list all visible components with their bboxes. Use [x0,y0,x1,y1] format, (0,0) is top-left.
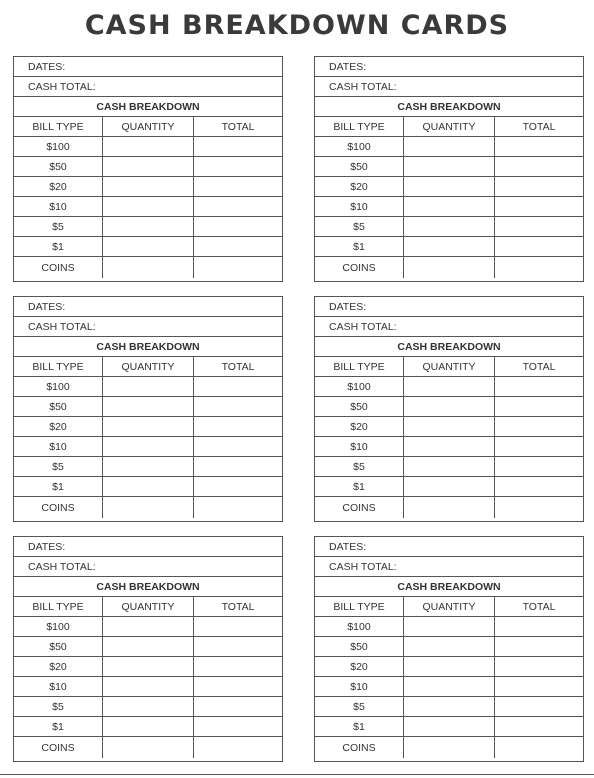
cash-card [13,536,283,762]
bill-row [14,377,282,397]
total-cell[interactable] [194,217,282,236]
column-header: QUANTITY [103,117,194,136]
bill-type-cell: $5 [14,457,103,476]
bill-type-cell: $100 [315,377,404,396]
quantity-cell[interactable] [404,217,495,236]
cash-total-row [14,317,282,337]
quantity-cell[interactable] [404,637,495,656]
column-header: TOTAL [522,120,556,133]
quantity-cell[interactable] [404,657,495,676]
total-cell[interactable] [194,637,282,656]
total-cell[interactable] [194,457,282,476]
quantity-cell[interactable] [103,157,194,176]
quantity-cell[interactable] [404,397,495,416]
total-cell[interactable] [495,417,583,436]
bill-row [14,677,282,697]
total-cell[interactable] [495,377,583,396]
total-cell[interactable] [194,257,282,278]
bill-row [14,637,282,657]
bill-row [315,197,583,217]
bill-type-cell: $50 [315,157,404,176]
bill-row [14,217,282,237]
column-header: TOTAL [221,120,255,133]
total-cell[interactable] [495,437,583,456]
breakdown-title-row [315,577,583,597]
quantity-cell[interactable] [404,437,495,456]
bill-type-cell: $1 [14,717,103,736]
quantity-cell[interactable] [404,617,495,636]
total-cell[interactable] [194,497,282,518]
quantity-cell[interactable] [404,497,495,518]
bill-type-cell: COINS [14,497,103,518]
bill-type-cell: $10 [14,677,103,696]
bottom-rule [0,774,594,775]
bill-type-cell: $5 [14,697,103,716]
bill-type-cell: $20 [315,657,404,676]
quantity-cell[interactable] [103,677,194,696]
quantity-cell[interactable] [103,417,194,436]
dates-label: DATES: [329,300,367,313]
quantity-cell[interactable] [103,397,194,416]
bill-row [315,477,583,497]
bill-row [14,737,282,758]
dates-row [315,57,583,77]
cash-total-row [315,77,583,97]
total-cell[interactable] [495,637,583,656]
bill-row [14,157,282,177]
bill-row [315,217,583,237]
cash-total-label: CASH TOTAL: [329,80,397,93]
bill-type-cell: $50 [315,397,404,416]
total-cell[interactable] [194,157,282,176]
bill-row [315,697,583,717]
column-header: BILL TYPE [315,597,404,616]
breakdown-title-row [315,337,583,357]
total-cell[interactable] [194,697,282,716]
total-cell[interactable] [495,497,583,518]
cash-total-label: CASH TOTAL: [28,560,96,573]
total-cell[interactable] [194,717,282,736]
bill-row [315,417,583,437]
cash-card [314,56,584,282]
dates-label: DATES: [28,540,66,553]
bill-type-cell: $100 [315,137,404,156]
column-header: BILL TYPE [315,357,404,376]
quantity-cell[interactable] [404,677,495,696]
total-cell[interactable] [495,137,583,156]
bill-type-cell: $10 [14,437,103,456]
total-cell[interactable] [194,177,282,196]
quantity-cell[interactable] [404,737,495,758]
total-cell[interactable] [495,617,583,636]
bill-type-cell: $100 [315,617,404,636]
bill-row [14,177,282,197]
bill-type-cell: $50 [315,637,404,656]
total-cell[interactable] [495,397,583,416]
quantity-cell[interactable] [404,257,495,278]
quantity-cell[interactable] [103,197,194,216]
cash-card [13,296,283,522]
bill-row [14,437,282,457]
bill-row [14,397,282,417]
bill-type-cell: $1 [315,477,404,496]
bill-type-cell: $1 [315,237,404,256]
cash-card [13,56,283,282]
total-cell[interactable] [495,457,583,476]
total-cell[interactable] [495,717,583,736]
bill-type-cell: $10 [315,677,404,696]
dates-row [315,297,583,317]
breakdown-title: CASH BREAKDOWN [96,100,200,113]
total-cell[interactable] [495,217,583,236]
total-cell[interactable] [495,657,583,676]
quantity-cell[interactable] [404,457,495,476]
bill-type-cell: $100 [14,377,103,396]
quantity-cell[interactable] [103,217,194,236]
bill-type-cell: $50 [14,637,103,656]
bill-row [14,617,282,637]
total-cell[interactable] [194,737,282,758]
quantity-cell[interactable] [404,157,495,176]
quantity-cell[interactable] [404,237,495,256]
bill-row [14,257,282,278]
column-header: BILL TYPE [14,117,103,136]
total-cell[interactable] [194,477,282,496]
column-header-row [14,597,282,617]
bill-type-cell: $20 [14,417,103,436]
total-cell[interactable] [194,437,282,456]
bill-type-cell: $1 [14,237,103,256]
cash-total-label: CASH TOTAL: [28,80,96,93]
bill-row [14,197,282,217]
column-header: TOTAL [522,360,556,373]
total-cell[interactable] [495,737,583,758]
bill-row [315,257,583,278]
bill-row [315,657,583,677]
total-cell[interactable] [495,177,583,196]
bill-row [315,717,583,737]
bill-row [315,637,583,657]
quantity-cell[interactable] [103,497,194,518]
quantity-cell[interactable] [404,717,495,736]
bill-row [315,497,583,518]
bill-row [315,137,583,157]
total-cell[interactable] [495,477,583,496]
bill-row [14,137,282,157]
dates-row [14,57,282,77]
bill-type-cell: COINS [315,737,404,758]
bill-row [315,677,583,697]
cash-total-row [315,557,583,577]
bill-type-cell: $10 [315,437,404,456]
bill-row [315,237,583,257]
dates-label: DATES: [329,540,367,553]
bill-type-cell: $50 [14,397,103,416]
dates-label: DATES: [329,60,367,73]
quantity-cell[interactable] [103,717,194,736]
breakdown-title: CASH BREAKDOWN [397,580,501,593]
total-cell[interactable] [194,137,282,156]
total-cell[interactable] [194,417,282,436]
column-header-row [14,117,282,137]
total-cell[interactable] [495,197,583,216]
bill-type-cell: $1 [315,717,404,736]
quantity-cell[interactable] [103,237,194,256]
column-header: BILL TYPE [14,597,103,616]
total-cell[interactable] [194,617,282,636]
bill-row [14,657,282,677]
breakdown-title-row [14,97,282,117]
breakdown-title: CASH BREAKDOWN [397,340,501,353]
dates-row [14,537,282,557]
bill-row [14,237,282,257]
total-cell[interactable] [495,237,583,256]
cash-total-label: CASH TOTAL: [28,320,96,333]
quantity-cell[interactable] [103,637,194,656]
bill-row [315,397,583,417]
bill-type-cell: COINS [315,497,404,518]
quantity-cell[interactable] [404,477,495,496]
quantity-cell[interactable] [103,457,194,476]
quantity-cell[interactable] [404,197,495,216]
bill-row [14,497,282,518]
column-header-row [315,597,583,617]
column-header: QUANTITY [404,357,495,376]
bill-type-cell: $20 [14,177,103,196]
breakdown-title: CASH BREAKDOWN [96,340,200,353]
column-header: BILL TYPE [315,117,404,136]
bill-type-cell: $50 [14,157,103,176]
quantity-cell[interactable] [404,377,495,396]
column-header: QUANTITY [103,357,194,376]
breakdown-title-row [315,97,583,117]
total-cell[interactable] [194,197,282,216]
dates-label: DATES: [28,60,66,73]
bill-type-cell: COINS [315,257,404,278]
page-title: CASH BREAKDOWN CARDS [84,10,510,41]
bill-row [14,457,282,477]
quantity-cell[interactable] [103,177,194,196]
total-cell[interactable] [194,237,282,256]
column-header: TOTAL [221,600,255,613]
bill-type-cell: $10 [315,197,404,216]
total-cell[interactable] [495,257,583,278]
bill-row [315,177,583,197]
column-header-row [315,117,583,137]
quantity-cell[interactable] [103,437,194,456]
column-header: BILL TYPE [14,357,103,376]
bill-type-cell: COINS [14,737,103,758]
total-cell[interactable] [194,677,282,696]
quantity-cell[interactable] [404,177,495,196]
quantity-cell[interactable] [103,477,194,496]
cash-total-label: CASH TOTAL: [329,560,397,573]
cash-card [314,296,584,522]
breakdown-title: CASH BREAKDOWN [397,100,501,113]
quantity-cell[interactable] [103,697,194,716]
quantity-cell[interactable] [404,137,495,156]
quantity-cell[interactable] [103,137,194,156]
cash-total-row [14,557,282,577]
column-header-row [14,357,282,377]
total-cell[interactable] [495,697,583,716]
bill-type-cell: COINS [14,257,103,278]
quantity-cell[interactable] [103,737,194,758]
bill-row [14,417,282,437]
total-cell[interactable] [194,377,282,396]
bill-type-cell: $1 [14,477,103,496]
quantity-cell[interactable] [404,697,495,716]
total-cell[interactable] [495,677,583,696]
column-header: QUANTITY [404,597,495,616]
cash-total-row [315,317,583,337]
bill-type-cell: $5 [315,697,404,716]
bill-row [14,477,282,497]
bill-type-cell: $5 [14,217,103,236]
bill-row [315,157,583,177]
bill-type-cell: $20 [315,177,404,196]
bill-type-cell: $20 [315,417,404,436]
column-header: QUANTITY [103,597,194,616]
bill-type-cell: $100 [14,617,103,636]
bill-row [14,697,282,717]
cash-card [314,536,584,762]
cash-total-label: CASH TOTAL: [329,320,397,333]
bill-type-cell: $20 [14,657,103,676]
breakdown-title: CASH BREAKDOWN [96,580,200,593]
dates-row [315,537,583,557]
column-header: QUANTITY [404,117,495,136]
bill-type-cell: $5 [315,217,404,236]
bill-row [315,437,583,457]
quantity-cell[interactable] [103,657,194,676]
bill-row [14,717,282,737]
bill-type-cell: $10 [14,197,103,216]
quantity-cell[interactable] [103,257,194,278]
total-cell[interactable] [194,397,282,416]
total-cell[interactable] [194,657,282,676]
breakdown-title-row [14,577,282,597]
cash-total-row [14,77,282,97]
bill-row [315,617,583,637]
bill-type-cell: $5 [315,457,404,476]
quantity-cell[interactable] [103,617,194,636]
bill-row [315,737,583,758]
quantity-cell[interactable] [103,377,194,396]
quantity-cell[interactable] [404,417,495,436]
dates-label: DATES: [28,300,66,313]
column-header: TOTAL [221,360,255,373]
dates-row [14,297,282,317]
column-header-row [315,357,583,377]
bill-row [315,377,583,397]
total-cell[interactable] [495,157,583,176]
bill-row [315,457,583,477]
breakdown-title-row [14,337,282,357]
column-header: TOTAL [522,600,556,613]
bill-type-cell: $100 [14,137,103,156]
